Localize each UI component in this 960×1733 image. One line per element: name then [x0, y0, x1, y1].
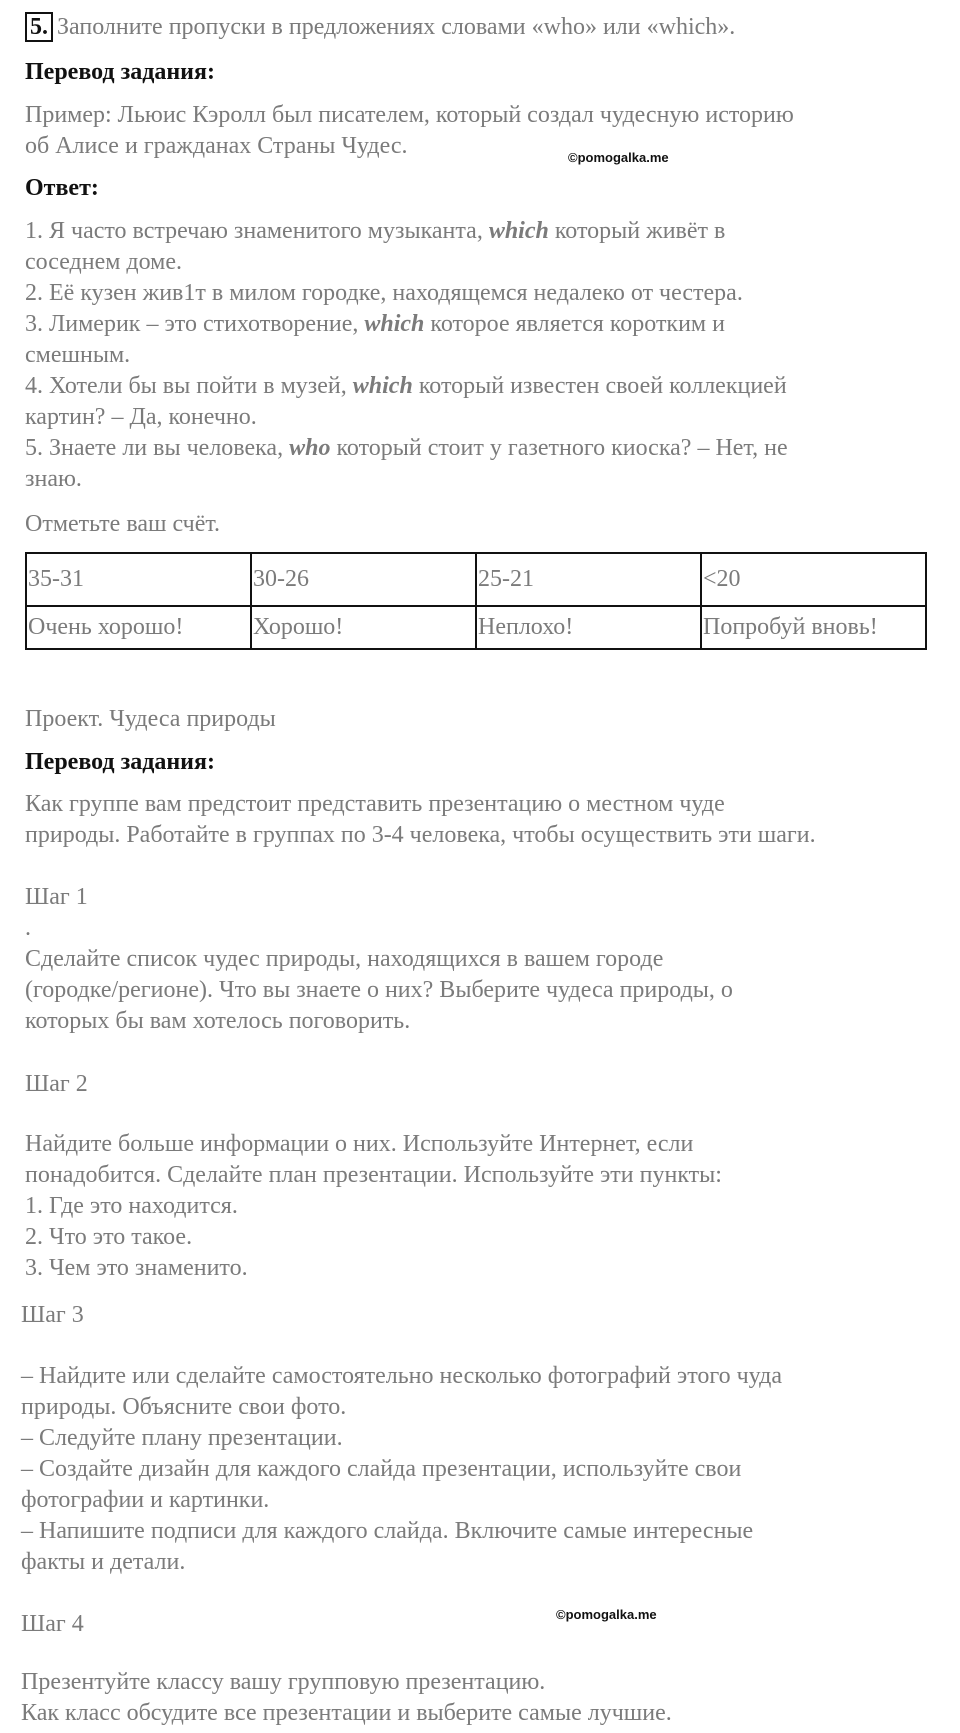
- step-2-line-1: Найдите больше информации о них. Используйте Интернет, если: [25, 1131, 694, 1157]
- score-range-cell: 30-26: [251, 553, 476, 606]
- step-3-line-4: – Создайте дизайн для каждого слайда презентации, используйте свои: [21, 1456, 742, 1482]
- score-range-cell: 35-31: [26, 553, 251, 606]
- answer-5: [25, 433, 788, 464]
- score-rating-cell: Очень хорошо!: [26, 606, 251, 649]
- step-2-title: Шаг 2: [25, 1071, 88, 1097]
- answer-text: 5. Знаете ли вы человека,: [25, 435, 290, 461]
- project-title: Проект. Чудеса природы: [25, 706, 276, 732]
- step-1-title: Шаг 1: [25, 884, 88, 910]
- step-3-line-7: факты и детали.: [21, 1549, 186, 1575]
- step-3-line-5: фотографии и картинки.: [21, 1487, 270, 1513]
- answer-1: [25, 216, 725, 247]
- step-1-line-1: Сделайте список чудес природы, находящихся в вашем городе: [25, 946, 664, 972]
- answer-keyword: which: [352, 373, 413, 399]
- score-range-cell: <20: [701, 553, 926, 606]
- score-rating-cell: Попробуй вновь!: [701, 606, 926, 649]
- answer-keyword: which: [488, 218, 549, 244]
- answer-keyword: who: [289, 435, 331, 461]
- answer-keyword: which: [364, 311, 425, 337]
- answer-text: 4. Хотели бы вы пойти в музей,: [25, 373, 353, 399]
- score-rating-cell: Хорошо!: [251, 606, 476, 649]
- answer-4: [25, 371, 787, 402]
- step-4-title: Шаг 4: [21, 1611, 84, 1637]
- answer-heading: Ответ:: [25, 175, 99, 201]
- answer-text: 3. Лимерик – это стихотворение,: [25, 311, 365, 337]
- answer-3: [25, 309, 725, 340]
- step-1-line-3: которых бы вам хотелось поговорить.: [25, 1008, 411, 1034]
- step-4-line-1: Презентуйте классу вашу групповую презентацию.: [21, 1669, 546, 1695]
- watermark: ©pomogalka.me: [556, 1607, 657, 1622]
- answer-3-line-2: смешным.: [25, 342, 131, 368]
- step-3-title: Шаг 3: [21, 1302, 84, 1328]
- project-intro-line-1: Как группе вам предстоит представить презентацию о местном чуде: [25, 791, 725, 817]
- answer-text: которое является коротким и: [424, 311, 725, 337]
- step-3-line-2: природы. Объясните свои фото.: [21, 1394, 347, 1420]
- project-intro-line-2: природы. Работайте в группах по 3-4 человека, чтобы осуществить эти шаги.: [25, 822, 816, 848]
- project-translation-heading: Перевод задания:: [25, 749, 215, 775]
- score-table: [25, 552, 927, 650]
- answer-text: который живёт в: [548, 218, 726, 244]
- score-rating-cell: Неплохо!: [476, 606, 701, 649]
- task-header: [25, 12, 735, 43]
- step-1-line-2: (городке/регионе). Что вы знаете о них? Выберите чудеса природы, о: [25, 977, 733, 1003]
- answer-5-line-2: знаю.: [25, 466, 82, 492]
- step-1-dot: .: [25, 915, 31, 941]
- step-2-item-1: 1. Где это находится.: [25, 1193, 238, 1219]
- step-3-line-1: – Найдите или сделайте самостоятельно несколько фотографий этого чуда: [21, 1363, 783, 1389]
- score-range-row: [26, 553, 926, 606]
- step-3-line-3: – Следуйте плану презентации.: [21, 1425, 343, 1451]
- step-4-line-2: Как класс обсудите все презентации и выберите самые лучшие.: [21, 1700, 672, 1726]
- answer-1-line-2: соседнем доме.: [25, 249, 183, 275]
- answer-4-line-2: картин? – Да, конечно.: [25, 404, 257, 430]
- task-instruction: Заполните пропуски в предложениях словами «who» или «which».: [57, 14, 736, 40]
- answer-text: который стоит у газетного киоска? – Нет, не: [330, 435, 788, 461]
- example-line-2: об Алисе и гражданах Страны Чудес.: [25, 133, 408, 159]
- step-2-item-2: 2. Что это такое.: [25, 1224, 193, 1250]
- answer-2: 2. Её кузен жив1т в милом городке, находящемся недалеко от честера.: [25, 280, 743, 306]
- answer-text: который известен своей коллекцией: [412, 373, 787, 399]
- watermark: ©pomogalka.me: [568, 150, 669, 165]
- step-3-line-6: – Напишите подписи для каждого слайда. Включите самые интересные: [21, 1518, 754, 1544]
- translation-heading: Перевод задания:: [25, 59, 215, 85]
- score-rating-row: [26, 606, 926, 649]
- example-line-1: Пример: Льюис Кэролл был писателем, который создал чудесную историю: [25, 102, 794, 128]
- task-number: 5.: [25, 12, 53, 42]
- score-label: Отметьте ваш счёт.: [25, 511, 221, 537]
- score-range-cell: 25-21: [476, 553, 701, 606]
- step-2-item-3: 3. Чем это знаменито.: [25, 1255, 248, 1281]
- step-2-line-2: понадобится. Сделайте план презентации. Используйте эти пункты:: [25, 1162, 722, 1188]
- answer-text: 1. Я часто встречаю знаменитого музыканта,: [25, 218, 489, 244]
